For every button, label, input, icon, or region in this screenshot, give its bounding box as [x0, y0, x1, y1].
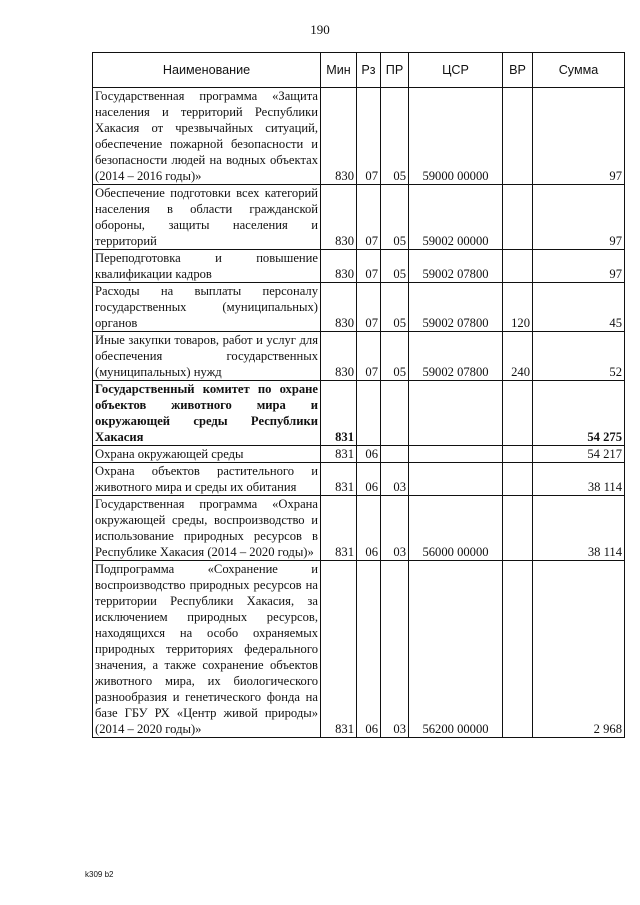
cell-csr: 59002 07800: [409, 332, 503, 381]
cell-min: 831: [321, 463, 357, 496]
cell-sum: 97: [533, 88, 625, 185]
header-vr: ВР: [503, 53, 533, 88]
cell-pr: 05: [381, 283, 409, 332]
cell-pr: 05: [381, 88, 409, 185]
cell-rz: [357, 381, 381, 446]
cell-name: Охрана объектов растительного и животного мира и среды их обитания: [93, 463, 321, 496]
cell-min: 830: [321, 88, 357, 185]
cell-pr: 03: [381, 463, 409, 496]
cell-name: Переподготовка и повышение квалификации кадров: [93, 250, 321, 283]
cell-sum: 38 114: [533, 463, 625, 496]
table-row: [93, 463, 625, 496]
cell-min: 830: [321, 185, 357, 250]
cell-min: 831: [321, 561, 357, 738]
cell-vr: [503, 496, 533, 561]
cell-pr: 05: [381, 250, 409, 283]
footer-code: k309 b2: [85, 870, 114, 879]
table-row: [93, 496, 625, 561]
table-row: [93, 332, 625, 381]
cell-vr: [503, 561, 533, 738]
table-row: [93, 381, 625, 446]
header-name: Наименование: [93, 53, 321, 88]
table-row: [93, 250, 625, 283]
cell-pr: 05: [381, 332, 409, 381]
cell-csr: 56200 00000: [409, 561, 503, 738]
cell-name: Иные закупки товаров, работ и услуг для обеспечения государственных (муниципальных) нужд: [93, 332, 321, 381]
cell-rz: 07: [357, 332, 381, 381]
cell-sum: 2 968: [533, 561, 625, 738]
cell-vr: 120: [503, 283, 533, 332]
cell-csr: 56000 00000: [409, 496, 503, 561]
cell-pr: 03: [381, 561, 409, 738]
cell-csr: [409, 381, 503, 446]
cell-rz: 06: [357, 463, 381, 496]
budget-table: [92, 52, 625, 738]
cell-rz: 06: [357, 446, 381, 463]
cell-rz: 07: [357, 283, 381, 332]
table-row: [93, 561, 625, 738]
cell-vr: [503, 381, 533, 446]
header-sum: Сумма: [533, 53, 625, 88]
cell-pr: [381, 446, 409, 463]
cell-vr: [503, 463, 533, 496]
cell-vr: [503, 446, 533, 463]
cell-sum: 52: [533, 332, 625, 381]
cell-vr: [503, 250, 533, 283]
cell-pr: 03: [381, 496, 409, 561]
cell-min: 831: [321, 381, 357, 446]
header-rz: Рз: [357, 53, 381, 88]
cell-vr: [503, 88, 533, 185]
cell-min: 830: [321, 283, 357, 332]
cell-csr: [409, 446, 503, 463]
table-row: [93, 185, 625, 250]
cell-csr: 59002 07800: [409, 250, 503, 283]
header-min: Мин: [321, 53, 357, 88]
cell-sum: 38 114: [533, 496, 625, 561]
cell-sum: 54 217: [533, 446, 625, 463]
cell-sum: 54 275: [533, 381, 625, 446]
table-row: [93, 88, 625, 185]
cell-name: Расходы на выплаты персоналу государственных (муниципальных) органов: [93, 283, 321, 332]
cell-rz: 06: [357, 496, 381, 561]
table-header-row: [93, 53, 625, 88]
cell-rz: 07: [357, 88, 381, 185]
cell-vr: 240: [503, 332, 533, 381]
table-body: [93, 88, 625, 738]
cell-min: 831: [321, 446, 357, 463]
cell-rz: 07: [357, 250, 381, 283]
cell-pr: 05: [381, 185, 409, 250]
cell-rz: 07: [357, 185, 381, 250]
cell-csr: 59002 07800: [409, 283, 503, 332]
cell-name: Государственный комитет по охране объектов животного мира и окружающей среды Республики Хакасия: [93, 381, 321, 446]
header-pr: ПР: [381, 53, 409, 88]
cell-min: 830: [321, 332, 357, 381]
cell-csr: 59000 00000: [409, 88, 503, 185]
page-number: 190: [310, 22, 330, 37]
cell-name: Обеспечение подготовки всех категорий населения в области гражданской обороны, защиты населения и территорий: [93, 185, 321, 250]
cell-min: 830: [321, 250, 357, 283]
cell-name: Государственная программа «Защита населения и территорий Республики Хакасия от чрезвычайных ситуаций, обеспечение пожарной безопасности и безопасности людей на водных объектах (2014 – 2016 годы)»: [93, 88, 321, 185]
cell-csr: [409, 463, 503, 496]
cell-vr: [503, 185, 533, 250]
cell-sum: 97: [533, 185, 625, 250]
cell-name: Государственная программа «Охрана окружающей среды, воспроизводство и использование природных ресурсов в Республике Хакасия (2014 – 2020 годы)»: [93, 496, 321, 561]
table-row: [93, 446, 625, 463]
cell-rz: 06: [357, 561, 381, 738]
cell-min: 831: [321, 496, 357, 561]
cell-name: Охрана окружающей среды: [93, 446, 321, 463]
header-csr: ЦСР: [409, 53, 503, 88]
cell-sum: 45: [533, 283, 625, 332]
cell-csr: 59002 00000: [409, 185, 503, 250]
cell-sum: 97: [533, 250, 625, 283]
cell-name: Подпрограмма «Сохранение и воспроизводство природных ресурсов на территории Республики Хакасия, за исключением природных ресурсов, находящихся на особо охраняемых природных территориях федерального значения, а также сохранение объектов животного мира, их биологического разнообразия и генетического фонда на базе ГБУ РХ «Центр живой природы» (2014 – 2020 годы)»: [93, 561, 321, 738]
cell-pr: [381, 381, 409, 446]
table-row: [93, 283, 625, 332]
